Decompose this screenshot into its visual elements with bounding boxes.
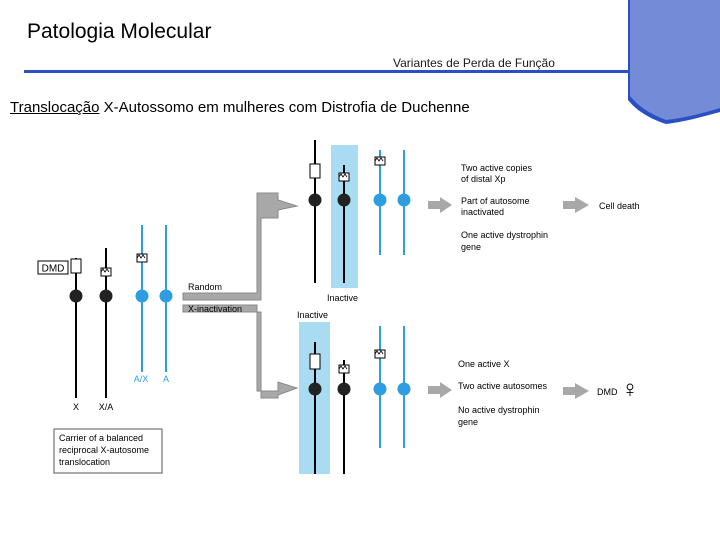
bottom-inactive-label: Inactive (297, 310, 329, 320)
page-title: Patologia Molecular (27, 20, 212, 43)
top-arrow-2 (563, 197, 589, 213)
top-chromosome-set (309, 140, 411, 283)
bottom-note3-line2: gene (458, 417, 479, 427)
bottom-note3-line1: No active dystrophin (458, 405, 540, 415)
section-subtitle: Variantes de Perda de Função (393, 56, 555, 70)
cell-death-label: Cell death (599, 201, 640, 211)
dmd-outcome-label: DMD (597, 387, 618, 397)
random-inactivation-arrows (183, 193, 297, 398)
top-note2-line1: Part of autosome (461, 196, 530, 206)
carrier-caption-line2: reciprocal X-autosome (59, 445, 150, 455)
carrier-caption-line3: translocation (59, 457, 111, 467)
carrier-caption-line1: Carrier of a balanced (59, 433, 144, 443)
female-symbol-icon: ♀ (621, 376, 639, 403)
random-label: Random (188, 282, 223, 292)
x-inactivation-label: X-inactivation (188, 304, 243, 314)
label-a-x: A/X (133, 374, 149, 384)
heading-underlined: Translocação (10, 99, 100, 116)
top-note1-line2: of distal Xp (461, 174, 506, 184)
bottom-arrow-1 (428, 382, 452, 398)
dmd-gene-label: DMD (41, 263, 65, 275)
bottom-note1: One active X (458, 359, 510, 369)
top-note2-line2: inactivated (461, 207, 505, 217)
label-x-a: X/A (98, 402, 114, 412)
top-note1-line1: Two active copies (461, 163, 533, 173)
top-arrow-1 (428, 197, 452, 213)
top-note3-line1: One active dystrophin (461, 230, 549, 240)
bottom-arrow-2 (563, 383, 589, 399)
bottom-note2: Two active autosomes (458, 381, 548, 391)
top-inactive-label: Inactive (327, 293, 359, 303)
heading-rest: X-Autossomo em mulheres com Distrofia de Duchenne (99, 99, 470, 116)
carrier-chromosomes (70, 225, 173, 398)
top-note3-line2: gene (461, 242, 482, 252)
label-x: X (72, 402, 80, 412)
label-a: A (162, 374, 170, 384)
